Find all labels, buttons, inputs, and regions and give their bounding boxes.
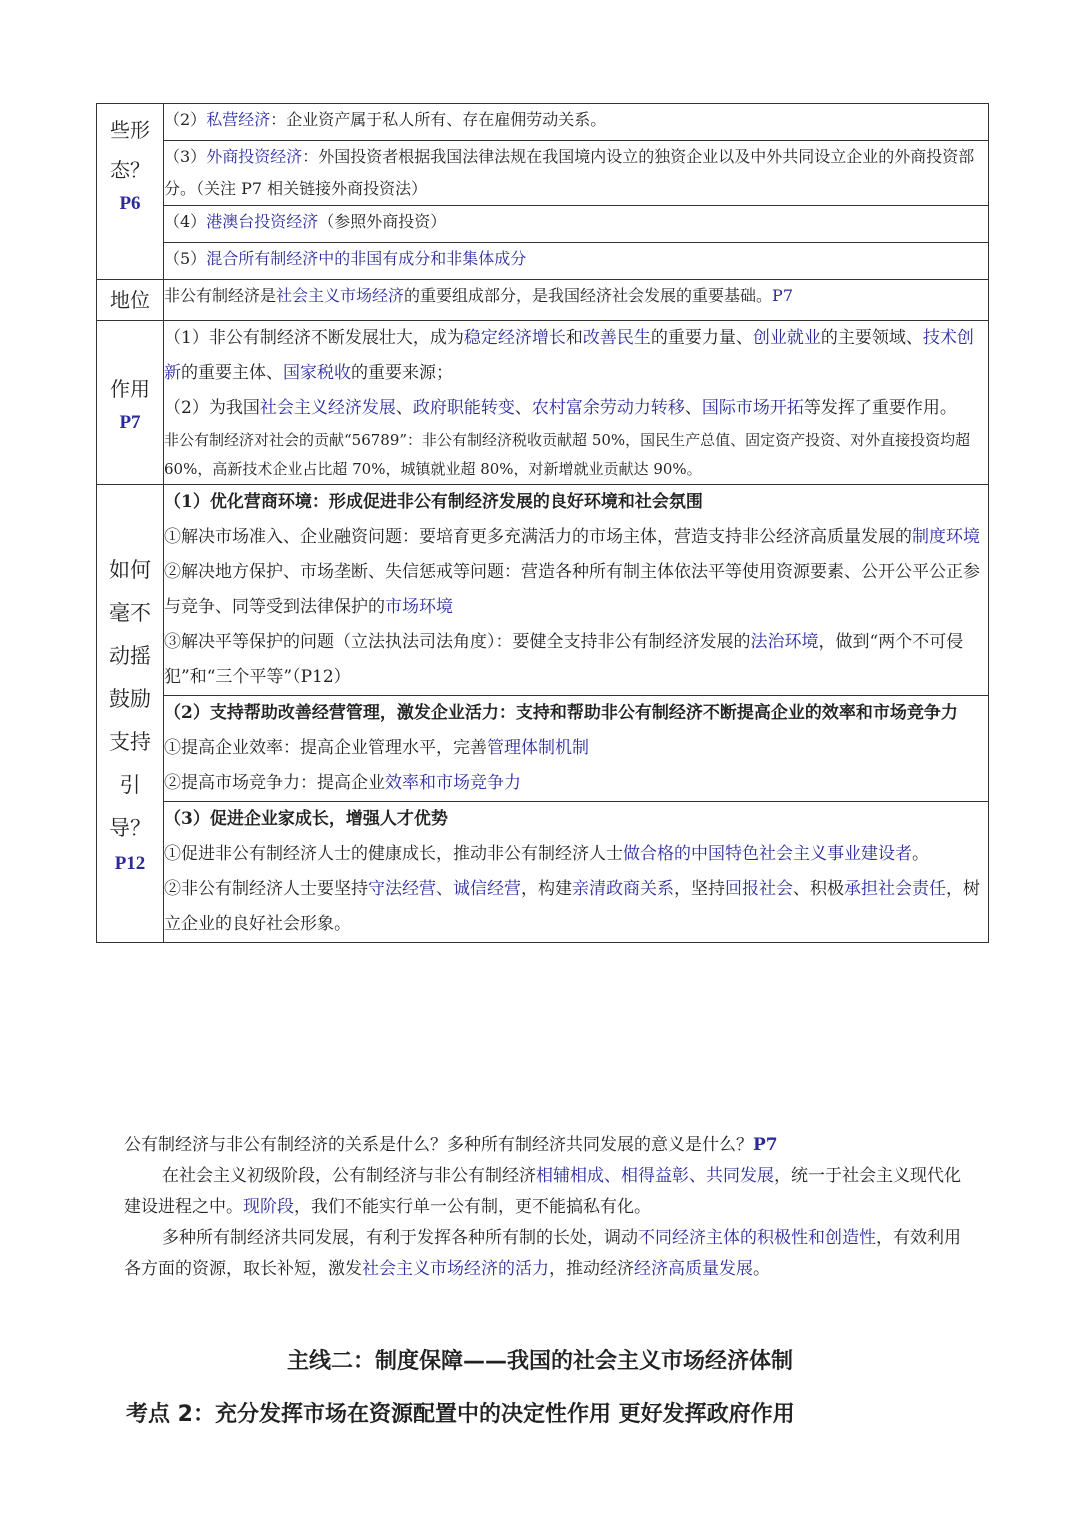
exam-point-heading: 考点 2：充分发挥市场在资源配置中的决定性作用 更好发挥政府作用 (126, 1402, 795, 1427)
support-para: ②解决地方保护、市场垄断、失信惩戒等问题：营造各种所有制主体依法平等使用资源要素、公开公平公正参与竞争、同等受到法律保护的市场环境 (164, 562, 980, 617)
forms-row (164, 141, 989, 206)
relation-question: 公有制经济与非公有制经济的关系是什么？多种所有制经济共同发展的意义是什么？P7 (124, 1135, 778, 1155)
support-para: ②提高市场竞争力：提高企业效率和市场竞争力 (164, 773, 521, 793)
support-block-title: （3）促进企业家成长，增强人才优势 (164, 809, 448, 829)
support-para: ①解决市场准入、企业融资问题：要培育更多充满活力的市场主体，营造支持非公经济高质量发展的制度环境 (164, 527, 980, 547)
role-label: 作用 (110, 376, 150, 401)
support-page-ref: P12 (114, 853, 146, 874)
role-para: （1）非公有制经济不断发展壮大，成为稳定经济增长和改善民生的重要力量、创业就业的主要领域、技术创新的重要主体、国家税收的重要来源； (164, 328, 974, 383)
support-label-cell (97, 485, 164, 943)
status-text: 非公有制经济是社会主义市场经济的重要组成部分，是我国经济社会发展的重要基础。P7 (164, 286, 793, 305)
support-label-line: 支持 (109, 730, 151, 754)
relation-section (124, 1130, 964, 1285)
status-label: 地位 (110, 288, 150, 312)
support-label-line: 动摇 (109, 644, 151, 668)
forms-text: （3）外商投资经济：外国投资者根据我国法律法规在我国境内设立的独资企业以及中外共同设立企业的外商投资部分。（关注 P7 相关链接外商投资法） (164, 147, 975, 198)
support-label-line: 引 (119, 773, 141, 797)
role-page-ref: P7 (119, 411, 141, 433)
forms-page-ref: P6 (119, 193, 141, 214)
support-para: ②非公有制经济人士要坚持守法经营、诚信经营，构建亲清政商关系，坚持回报社会、积极承担社会责任，树立企业的良好社会形象。 (164, 879, 980, 934)
role-label-cell (97, 321, 164, 485)
forms-text: （2）私营经济：企业资产属于私人所有、存在雇佣劳动关系。 (164, 110, 607, 129)
support-para: ③解决平等保护的问题（立法执法司法角度）：要健全支持非公有制经济发展的法治环境，做到“两个不可侵犯”和“三个平等”（P12） (164, 632, 964, 687)
forms-label-line: 些形 (110, 118, 150, 142)
support-para: ①提高企业效率：提高企业管理水平，完善管理体制机制 (164, 738, 589, 758)
support-block (164, 802, 989, 943)
support-block (164, 696, 989, 802)
status-label-cell (97, 280, 164, 321)
support-label-line: 如何 (109, 558, 151, 582)
support-label-line: 鼓励 (109, 687, 151, 711)
relation-para: 在社会主义初级阶段，公有制经济与非公有制经济相辅相成、相得益彰、共同发展，统一于社会主义现代化建设进程之中。现阶段，我们不能实行单一公有制，更不能搞私有化。 (124, 1166, 961, 1217)
mainline-heading: 主线二：制度保障——我国的社会主义市场经济体制 (286, 1349, 793, 1374)
relation-para: 多种所有制经济共同发展，有利于发挥各种所有制的长处，调动不同经济主体的积极性和创造性，有效利用各方面的资源，取长补短，激发社会主义市场经济的活力，推动经济经济高质量发展。 (124, 1228, 961, 1279)
role-note: 非公有制经济对社会的贡献“56789”：非公有制经济税收贡献超 50%，国民生产总值、固定资产投资、对外直接投资均超 60%，高新技术企业占比超 70%，城镇就业超 80%，对新增就业贡献达 90%。 (164, 431, 971, 478)
relation-page-ref: P7 (753, 1135, 778, 1155)
forms-row (164, 243, 989, 280)
role-para: （2）为我国社会主义经济发展、政府职能转变、农村富余劳动力转移、国际市场开拓等发挥了重要作用。 (164, 398, 957, 418)
status-row (164, 280, 989, 321)
forms-label-line: 态？ (110, 158, 150, 182)
forms-text: （4）港澳台投资经济（参照外商投资） (164, 212, 447, 231)
support-block (164, 485, 989, 696)
support-para: ①促进非公有制经济人士的健康成长，推动非公有制经济人士做合格的中国特色社会主义事业建设者。 (164, 844, 929, 864)
support-label-line: 导？ (109, 816, 151, 840)
forms-text: （5）混合所有制经济中的非国有成分和非集体成分 (164, 249, 527, 268)
support-block-title: （1）优化营商环境：形成促进非公有制经济发展的良好环境和社会氛围 (164, 492, 703, 512)
forms-row (164, 206, 989, 243)
forms-row (164, 104, 989, 141)
forms-label-cell (97, 104, 164, 280)
ownership-table (96, 103, 989, 943)
role-row (164, 321, 989, 485)
support-label-line: 毫不 (109, 601, 151, 625)
support-block-title: （2）支持帮助改善经营管理，激发企业活力：支持和帮助非公有制经济不断提高企业的效率和市场竞争力 (164, 703, 958, 723)
